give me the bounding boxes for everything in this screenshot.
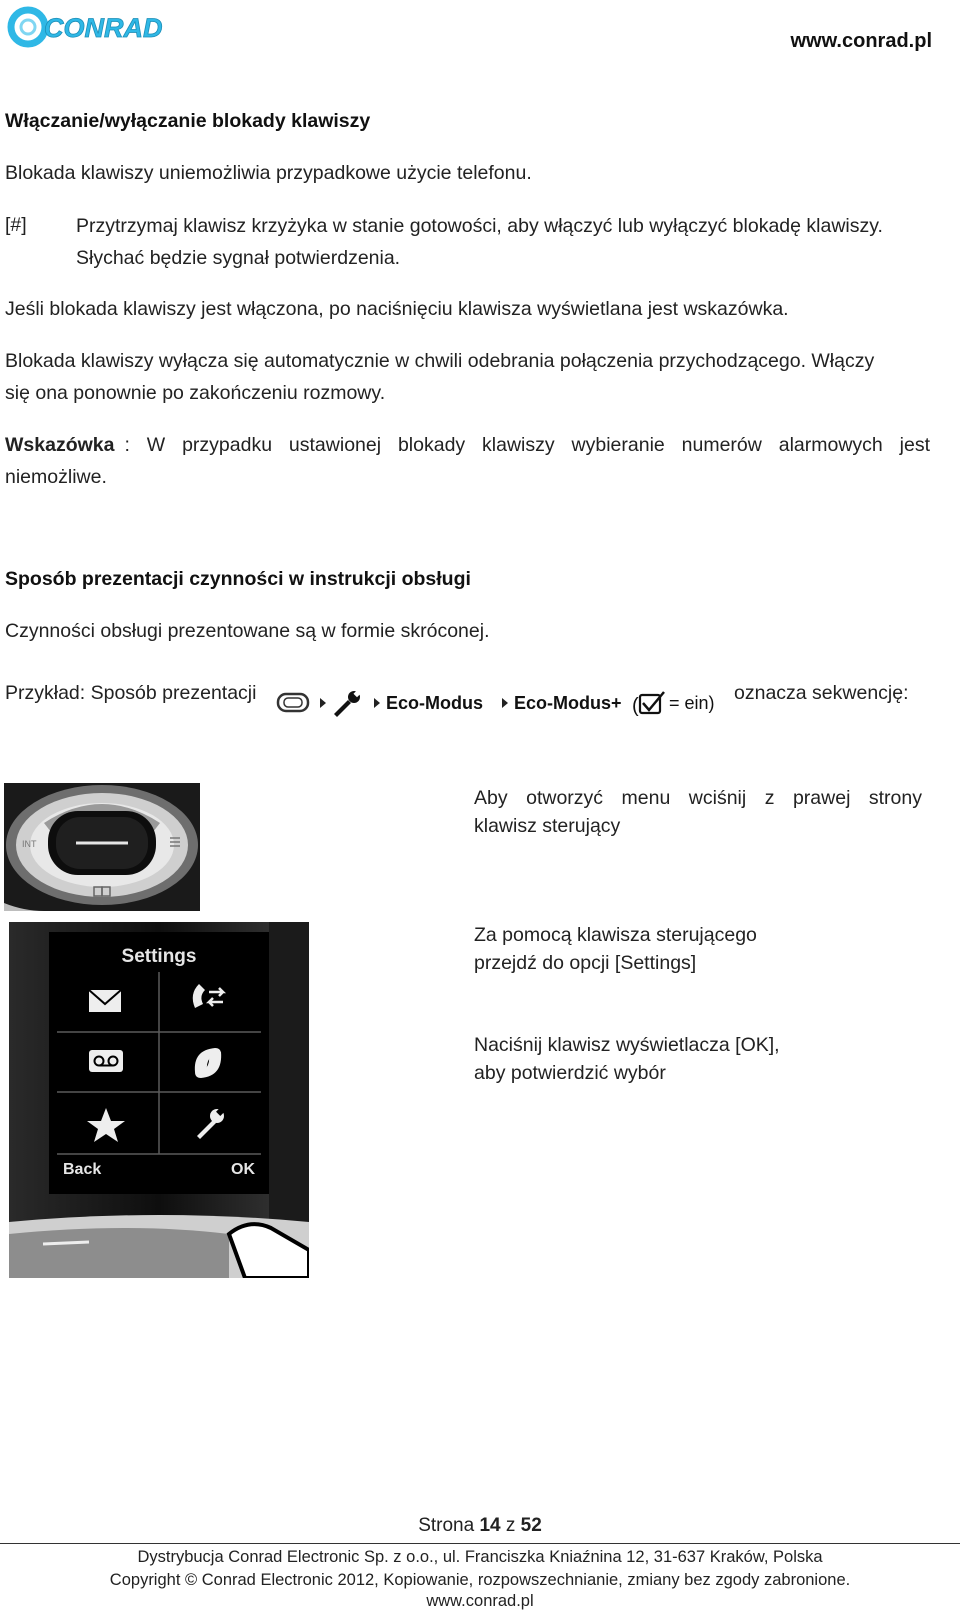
footer-line-3: www.conrad.pl [426, 1592, 534, 1610]
key-instruction-line1: Przytrzymaj klawisz krzyżyka w stanie gotowości, aby włączyć lub wyłączyć blokadę klawiszy. [76, 215, 883, 237]
page-total: 52 [520, 1515, 542, 1536]
seq-item-ein: = ein) [669, 693, 715, 713]
arrow-right-icon [320, 698, 326, 708]
key-instruction [76, 210, 883, 274]
page-sep: z [505, 1515, 516, 1536]
keylock-auto-line2: się ona ponownie po zakończeniu rozmowy. [5, 382, 386, 404]
example-suffix: oznacza sekwencję: [734, 682, 909, 704]
footer-divider [0, 1543, 960, 1544]
svg-text:(: ( [632, 695, 639, 717]
keylock-auto-paragraph [5, 345, 930, 409]
section-title-presentation: Sposób prezentacji czynności w instrukcji obsługi [5, 568, 471, 590]
menu-sequence-graphic [276, 688, 750, 724]
page-number [0, 1515, 960, 1537]
seq-item-eco-modus-plus: Eco-Modus+ [514, 693, 622, 713]
voicemail-icon [89, 1050, 123, 1072]
step-2-caption [474, 921, 757, 977]
emergency-note [5, 429, 930, 493]
step-3-caption [474, 1031, 780, 1087]
keylock-intro: Blokada klawiszy uniemożliwia przypadkowe użycie telefonu. [5, 162, 532, 184]
step-1-line1: Aby otworzyć menu wciśnij z prawej strony [474, 787, 922, 809]
step-2-line2: przejdź do opcji [Settings] [474, 952, 697, 974]
note-line2: niemożliwe. [5, 466, 107, 488]
presentation-intro: Czynności obsługi prezentowane są w formie skróconej. [5, 620, 490, 642]
screen-title: Settings [121, 946, 197, 967]
conrad-logo [6, 4, 166, 48]
step-1-line2: klawisz sterujący [474, 815, 621, 837]
navigation-key-photo [4, 783, 200, 911]
note-line1: : W przypadku ustawionej blokady klawiszy wybieranie numerów alarmowych jest [124, 434, 930, 456]
footer-line-2: Copyright © Conrad Electronic 2012, Kopiowanie, rozpowszechnianie, zmiany bez zgody zabronione. [109, 1571, 851, 1589]
example-prefix: Przykład: Sposób prezentacji [5, 682, 257, 704]
note-label: Wskazówka [5, 434, 115, 456]
arrow-right-icon [374, 698, 380, 708]
key-instruction-line2: Słychać będzie sygnał potwierdzenia. [76, 247, 401, 269]
keylock-auto-line1: Blokada klawiszy wyłącza się automatycznie w chwili odebrania połączenia przychodzącego. Włączy [5, 350, 875, 372]
int-label: INT [22, 839, 37, 849]
softkey-back: Back [63, 1161, 102, 1178]
site-url-header: www.conrad.pl [790, 30, 932, 52]
seq-item-eco-modus: Eco-Modus [386, 693, 483, 713]
section-title-keylock: Włączanie/wyłączanie blokady klawiszy [5, 110, 371, 132]
footer-line-1: Dystrybucja Conrad Electronic Sp. z o.o., ul. Franciszka Kniaźnina 12, 31-637 Kraków, Polska [137, 1548, 823, 1566]
arrow-right-icon [502, 698, 508, 708]
wrench-icon [334, 689, 361, 717]
envelope-icon [89, 990, 121, 1012]
softkey-ok: OK [231, 1161, 255, 1178]
logo-text: CONRAD [44, 13, 163, 43]
phone-settings-screen-photo [9, 922, 309, 1278]
step-2-line1: Za pomocą klawisza sterującego [474, 924, 757, 946]
control-key-icon [278, 694, 308, 711]
page-current: 14 [479, 1515, 501, 1536]
step-3-line1: Naciśnij klawisz wyświetlacza [OK], [474, 1034, 780, 1056]
page-prefix: Strona [418, 1515, 475, 1536]
key-hash-label: [#] [5, 214, 27, 236]
step-1-caption [474, 784, 922, 840]
keylock-hint-paragraph: Jeśli blokada klawiszy jest włączona, po naciśnięciu klawisza wyświetlana jest wskazówka. [5, 298, 789, 320]
step-3-line2: aby potwierdzić wybór [474, 1062, 666, 1084]
